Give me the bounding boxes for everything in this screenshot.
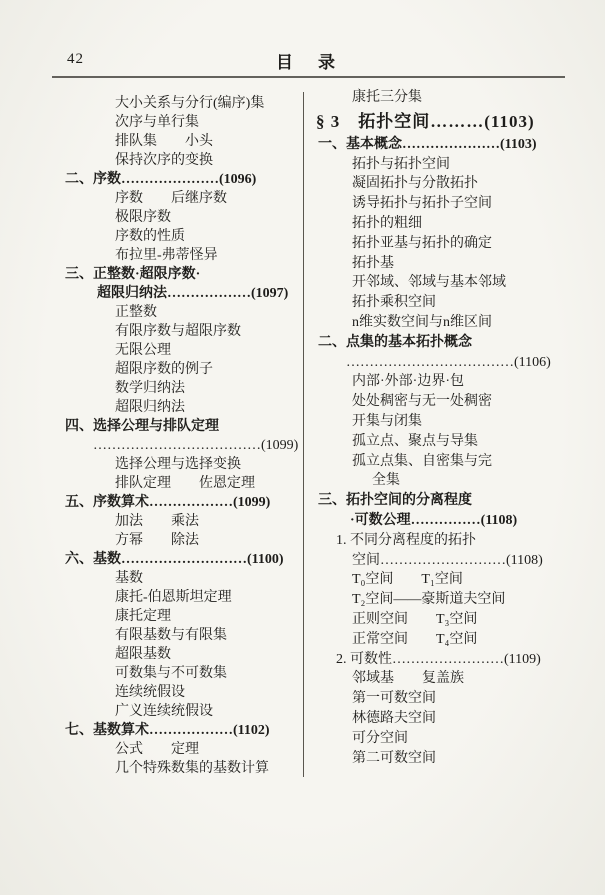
toc-columns: [55, 86, 567, 865]
toc-entry: 七、基数算术………………(1102): [65, 723, 270, 738]
toc-entry: 排队集 小头: [115, 134, 213, 149]
toc-entry: 超限序数的例子: [115, 362, 213, 377]
toc-entry: 无限公理: [115, 343, 171, 358]
toc-entry: ………………………………(1099): [93, 438, 299, 453]
toc-entry: 正整数: [115, 305, 157, 320]
toc-entry: 孤立点集、自密集与完: [352, 453, 492, 469]
toc-entry: 第一可数空间: [352, 691, 436, 707]
toc-entry: ·可数公理……………(1108): [350, 512, 518, 528]
toc-entry: 排队定理 佐恩定理: [115, 476, 255, 491]
toc-entry: 二、点集的基本拓扑概念: [318, 334, 472, 350]
toc-entry: 拓扑与拓扑空间: [352, 156, 450, 172]
toc-entry: 康托-伯恩斯坦定理: [115, 590, 232, 605]
toc-entry: 几个特殊数集的基数计算: [115, 761, 269, 776]
toc-entry: 开集与闭集: [352, 413, 422, 429]
toc-entry: n维实数空间与n维区间: [352, 314, 492, 330]
toc-entry: 可分空间: [352, 730, 408, 746]
toc-entry: 超限基数: [115, 647, 171, 662]
toc-entry: 林德路夫空间: [352, 710, 436, 726]
toc-entry: 可数集与不可数集: [115, 666, 227, 681]
toc-entry: 孤立点、聚点与导集: [352, 433, 478, 449]
toc-entry: 处处稠密与无一处稠密: [352, 394, 492, 410]
toc-entry: 凝固拓扑与分散拓扑: [352, 176, 478, 192]
toc-entry: 三、正整数·超限序数·: [65, 267, 201, 282]
toc-entry: 加法 乘法: [115, 514, 199, 529]
toc-entry: 广义连续统假设: [115, 704, 213, 719]
header-rule: [52, 76, 565, 78]
page-title: 目 录: [276, 53, 339, 72]
toc-entry: 拓扑亚基与拓扑的确定: [352, 235, 492, 251]
toc-entry: 布拉里-弗蒂怪异: [115, 248, 218, 263]
toc-entry: § 3 拓扑空间………(1103): [316, 111, 535, 131]
toc-entry: 空间………………………(1108): [352, 552, 543, 568]
toc-entry: 康托定理: [115, 609, 171, 624]
toc-entry: 拓扑基: [352, 255, 394, 271]
toc-entry: 有限基数与有限集: [115, 628, 227, 643]
toc-entry: 第二可数空间: [352, 750, 436, 766]
toc-entry: 次序与单行集: [115, 115, 199, 130]
toc-entry: 连续统假设: [115, 685, 185, 700]
toc-entry: 极限序数: [115, 210, 171, 225]
toc-entry: 四、选择公理与排队定理: [65, 419, 219, 434]
toc-entry: 序数的性质: [115, 229, 185, 244]
toc-entry: 三、拓扑空间的分离程度: [318, 493, 472, 509]
toc-entry: 大小关系与分行(编序)集: [115, 96, 265, 111]
toc-entry: 正常空间 T₄空间: [352, 631, 478, 647]
toc-entry: 邻域基 复盖族: [352, 671, 464, 687]
page-number: 42: [67, 51, 84, 67]
toc-entry: 2. 可数性……………………(1109): [336, 651, 541, 667]
toc-entry: 方幂 除法: [115, 533, 199, 548]
toc-entry: 全集: [372, 473, 400, 489]
toc-entry: 康托三分集: [352, 90, 422, 105]
toc-entry: 正则空间 T₃空间: [352, 611, 478, 627]
toc-entry: 一、基本概念…………………(1103): [318, 136, 537, 152]
toc-entry: 拓扑的粗细: [352, 215, 422, 231]
toc-right-column: [304, 86, 567, 865]
toc-entry: 超限归纳法………………(1097): [97, 286, 289, 301]
toc-entry: 1. 不同分离程度的拓扑: [336, 532, 476, 548]
toc-entry: 二、序数…………………(1096): [65, 172, 257, 187]
toc-entry: 保持次序的变换: [115, 153, 213, 168]
toc-entry: 开邻域、邻域与基本邻域: [352, 275, 506, 291]
toc-entry: 六、基数………………………(1100): [65, 552, 284, 567]
toc-entry: ………………………………(1106): [346, 354, 551, 370]
toc-entry: 序数 后继序数: [115, 191, 227, 206]
toc-entry: 五、序数算术………………(1099): [65, 495, 271, 510]
toc-entry: 内部·外部·边界·包: [352, 374, 464, 390]
toc-entry: 超限归纳法: [115, 400, 185, 415]
toc-entry: 公式 定理: [115, 742, 199, 757]
toc-entry: 诱导拓扑与拓扑子空间: [352, 196, 492, 212]
toc-entry: 拓扑乘积空间: [352, 295, 436, 311]
toc-entry: 有限序数与超限序数: [115, 324, 241, 339]
page-header: [55, 48, 560, 72]
toc-left-column: [55, 86, 303, 865]
toc-entry: T₀空间 T₁空间: [352, 572, 463, 588]
toc-entry: 数学归纳法: [115, 381, 185, 396]
toc-entry: 选择公理与选择变换: [115, 457, 241, 472]
toc-entry: 基数: [115, 571, 143, 586]
toc-entry: T₂空间——豪斯道夫空间: [352, 592, 506, 608]
